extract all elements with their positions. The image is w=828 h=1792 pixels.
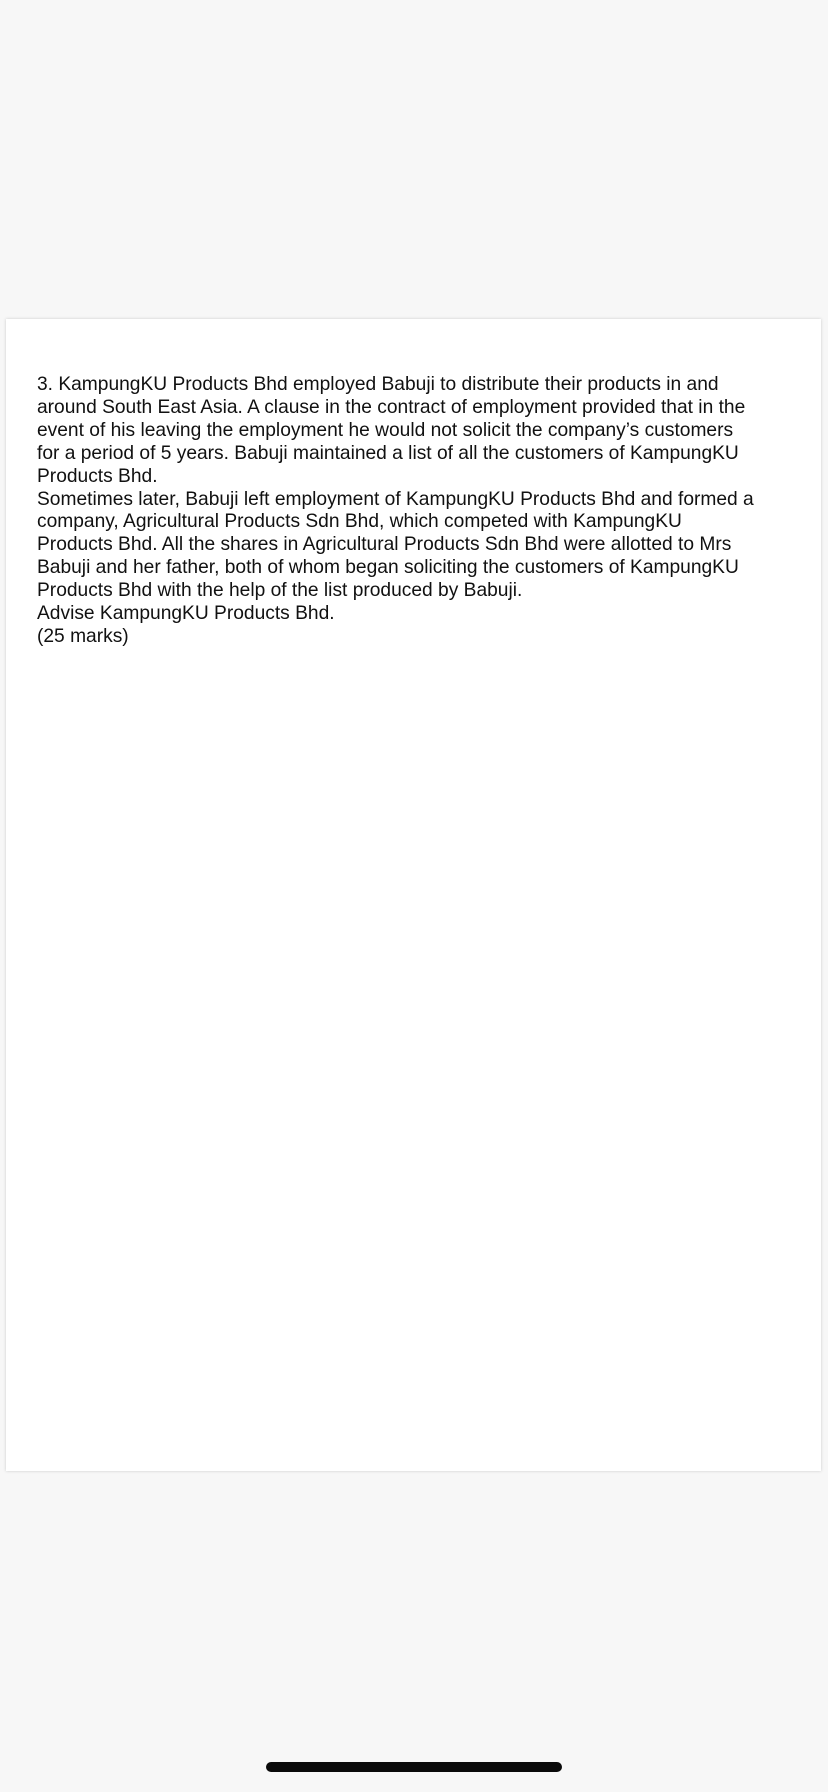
text-line: Sometimes later, Babuji left employment of KampungKU Products Bhd and formed a [37, 488, 754, 510]
marks-line: (25 marks) [37, 625, 129, 647]
home-indicator[interactable] [266, 1762, 562, 1772]
text-line: Products Bhd with the help of the list produced by Babuji. [37, 580, 523, 602]
document-page [6, 319, 821, 1471]
text-line: Products Bhd. All the shares in Agricultural Products Sdn Bhd were allotted to Mrs [37, 534, 732, 556]
text-line: event of his leaving the employment he would not solicit the company’s customers [37, 419, 734, 441]
text-line: company, Agricultural Products Sdn Bhd, which competed with KampungKU [37, 511, 682, 533]
text-line: 3. KampungKU Products Bhd employed Babuji to distribute their products in and [37, 374, 719, 395]
question-text [37, 374, 797, 649]
text-line: for a period of 5 years. Babuji maintained a list of all the customers of KampungKU [37, 442, 739, 464]
text-line: Advise KampungKU Products Bhd. [37, 603, 335, 625]
text-line: around South East Asia. A clause in the contract of employment provided that in the [37, 396, 746, 418]
text-line: Babuji and her father, both of whom began soliciting the customers of KampungKU [37, 557, 739, 579]
text-line: Products Bhd. [37, 465, 158, 487]
